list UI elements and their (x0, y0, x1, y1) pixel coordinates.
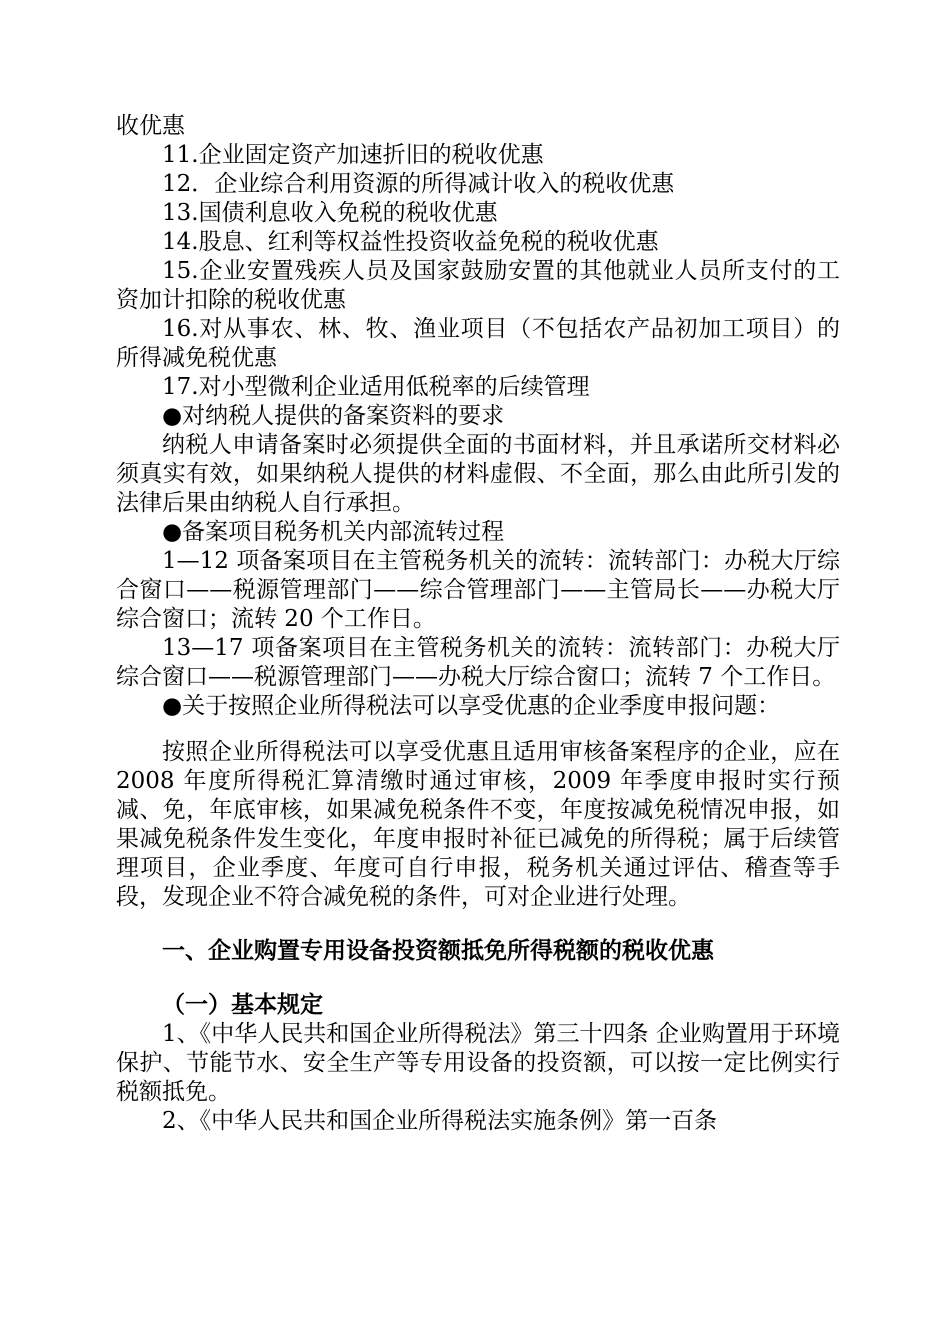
list-item: 15.企业安置残疾人员及国家鼓励安置的其他就业人员所支付的工资加计扣除的税收优惠 (116, 258, 840, 313)
paragraph: 1、《中华人民共和国企业所得税法》第三十四条 企业购置用于环境保护、节能节水、安全生产等专用设备的投资额，可以按一定比例实行税额抵免。 (116, 1021, 840, 1105)
paragraph: 按照企业所得税法可以享受优惠且适用审核备案程序的企业，应在 2008 年度所得税汇算清缴时通过审核，2009 年季度申报时实行预减、免，年底审核，如果减免税条件不变，年度按减免税情况申报，如果减免税条件发生变化，年度申报时补征已减免的所得税；属于后续管理项目，企业季度、年度可自行申报，税务机关通过评估、稽查等手段，发现企业不符合减免税的条件，可对企业进行处理。 (116, 739, 840, 910)
sub-heading: （一）基本规定 (162, 992, 323, 1018)
paragraph: 13—17 项备案项目在主管税务机关的流转：流转部门：办税大厅综合窗口——税源管理部门——办税大厅综合窗口；流转 7 个工作日。 (116, 635, 840, 690)
paragraph: 1—12 项备案项目在主管税务机关的流转：流转部门：办税大厅综合窗口——税源管理部门——综合管理部门——主管局长——办税大厅综合窗口；流转 20 个工作日。 (116, 548, 840, 632)
list-item: 17.对小型微利企业适用低税率的后续管理 (162, 374, 590, 400)
paragraph: 2、《中华人民共和国企业所得税法实施条例》第一百条 (162, 1108, 718, 1134)
list-item: 11.企业固定资产加速折旧的税收优惠 (162, 142, 544, 168)
spacer (116, 966, 840, 991)
spacer (116, 912, 840, 937)
spacer (116, 721, 840, 738)
list-item: 13.国债利息收入免税的税收优惠 (162, 200, 498, 226)
paragraph: 收优惠 (116, 113, 185, 139)
section-heading: 一、企业购置专用设备投资额抵免所得税额的税收优惠 (162, 938, 714, 964)
list-item: 16.对从事农、林、牧、渔业项目（不包括农产品初加工项目）的所得减免税优惠 (116, 316, 840, 371)
list-item: 12．企业综合利用资源的所得减计收入的税收优惠 (162, 171, 675, 197)
list-item: 14.股息、红利等权益性投资收益免税的税收优惠 (162, 229, 659, 255)
document-body (116, 112, 840, 1136)
bullet-heading: ●关于按照企业所得税法可以享受优惠的企业季度申报问题： (162, 693, 781, 719)
bullet-heading: ●对纳税人提供的备案资料的要求 (162, 403, 505, 429)
paragraph: 纳税人申请备案时必须提供全面的书面材料，并且承诺所交材料必须真实有效，如果纳税人提供的材料虚假、不全面，那么由此所引发的法律后果由纳税人自行承担。 (116, 432, 840, 516)
bullet-heading: ●备案项目税务机关内部流转过程 (162, 519, 505, 545)
